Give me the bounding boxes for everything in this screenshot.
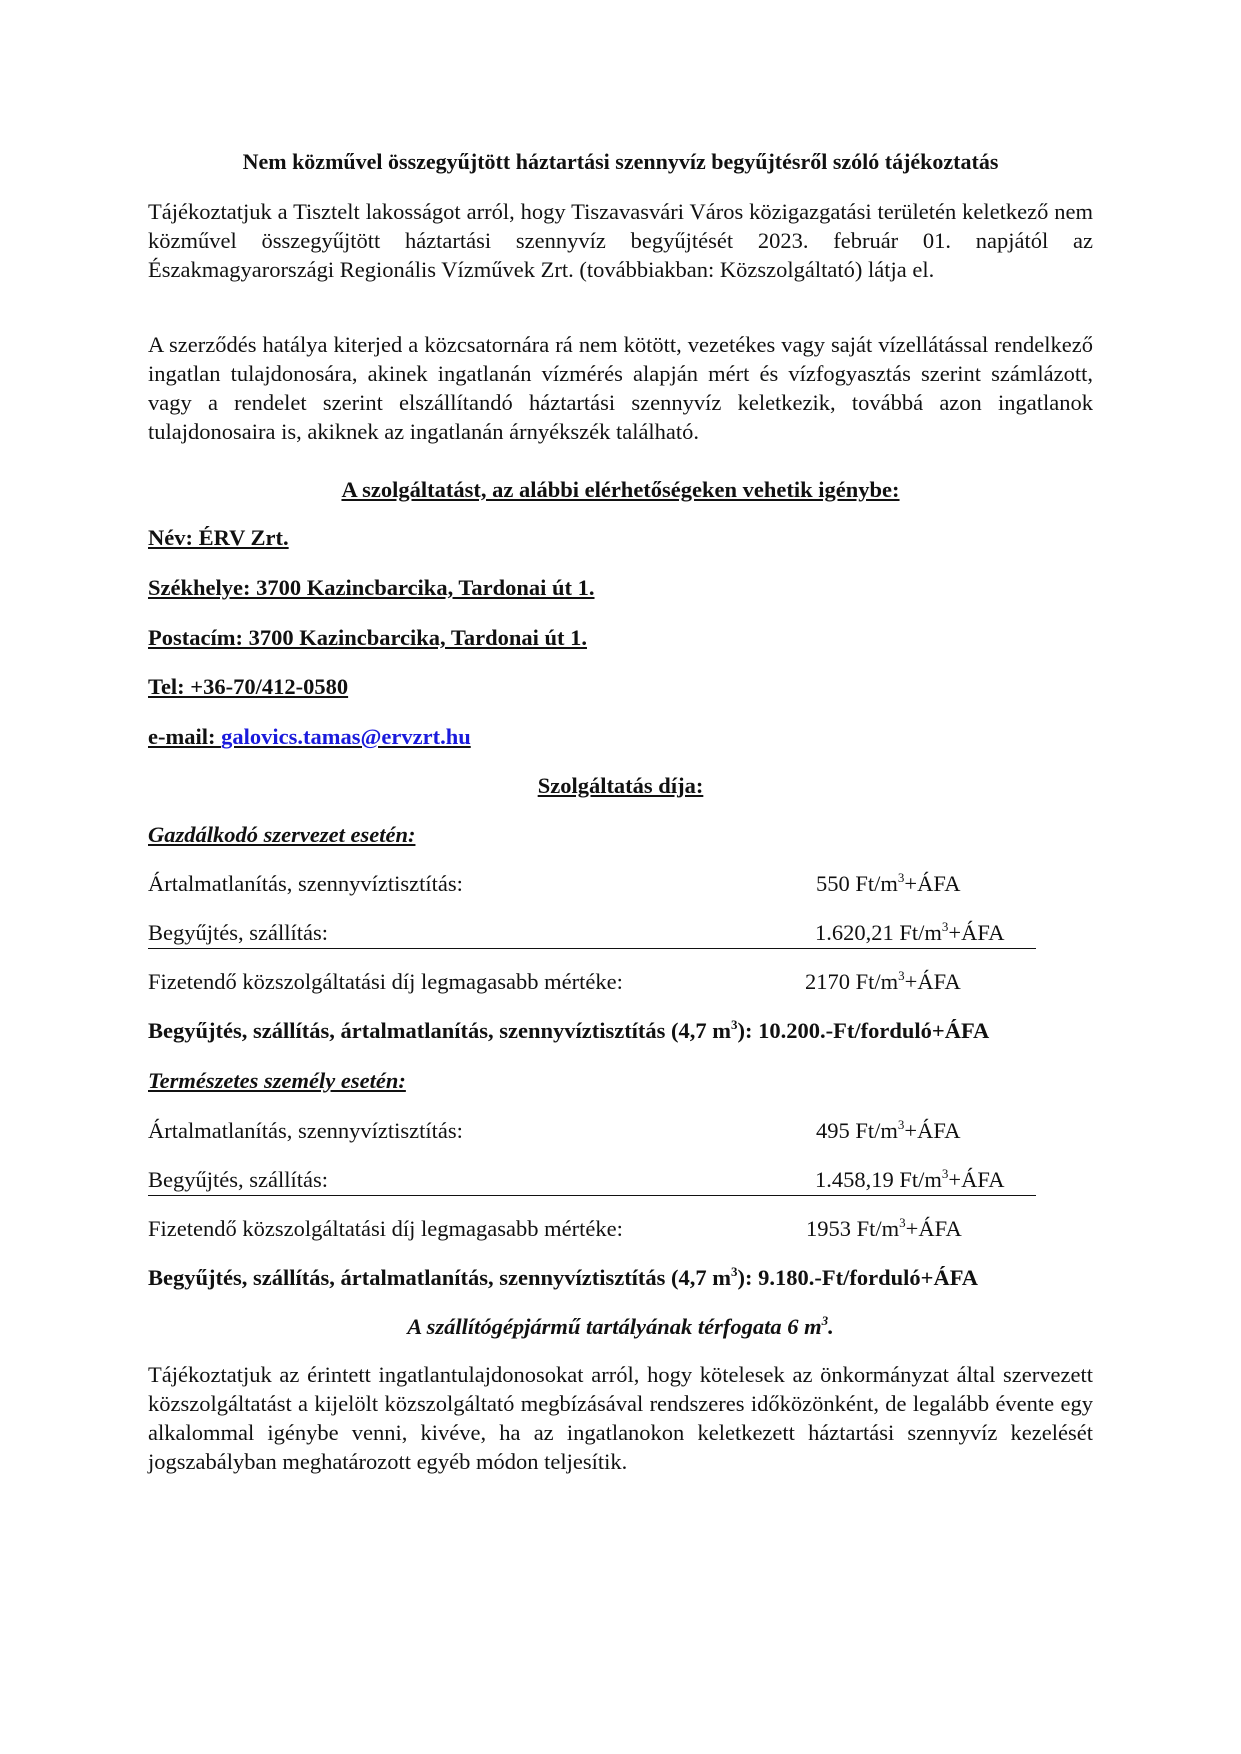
fee-row-value: 1953 $Ft/m^3+ÁFA$: [806, 1215, 962, 1241]
contact-postal: Postacím: 3700 Kazincbarcika, Tardonai út 1.: [148, 625, 587, 650]
closing-paragraph: Tájékoztatjuk az érintett ingatlantulajdonosokat arról, hogy kötelesek az önkormányzat által szervezett közszolgáltatást a kijelölt közszolgáltató megbízásával rendszeres időközönként, de legalább évente egy alkalommal igénybe venni, kivéve, ha az ingatlanokon keletkezett háztartási szennyvíz kezelését jogszabályban meghatározott egyéb módon teljesítik.: [148, 1362, 1093, 1474]
fee-row-value: 1.620,21 $Ft/m^3+ÁFA$: [815, 919, 1005, 945]
service-heading: A szolgáltatást, az alábbi elérhetőségeken vehetik igénybe:: [341, 477, 900, 502]
fee-row-value: 495 $Ft/m^3+ÁFA$: [816, 1117, 961, 1143]
tank-volume-note: A szállítógépjármű tartályának térfogata 6 $m^3$.: [407, 1313, 834, 1339]
fee-row-label: Ártalmatlanítás, szennyvíztisztítás:: [148, 871, 463, 896]
fee-row: [148, 1214, 1038, 1244]
scope-paragraph: A szerződés hatálya kiterjed a közcsatornára rá nem kötött, vezetékes vagy saját vízellátással rendelkező ingatlan tulajdonosára, akinek ingatlanán vízmérés alapján mért és vízfogyasztás szerint számlázott, vagy a rendelet szerint elszállítandó háztartási szennyvíz keletkezik, továbbá azon ingatlanok tulajdonosaira is, akiknek az ingatlanán árnyékszék található.: [148, 332, 1093, 444]
fee-row-label: Begyűjtés, szállítás:: [148, 1167, 328, 1192]
fee-row: [148, 869, 1038, 899]
private-section-label: Természetes személy esetén:: [148, 1068, 406, 1093]
business-total: Begyűjtés, szállítás, ártalmatlanítás, szennyvíztisztítás (4,7 $m^3$): 10.200.-Ft/forduló+ÁFA: [148, 1017, 990, 1043]
fee-row-label: Ártalmatlanítás, szennyvíztisztítás:: [148, 1118, 463, 1143]
fee-row-value: 1.458,19 $Ft/m^3+ÁFA$: [815, 1166, 1005, 1192]
private-total: Begyűjtés, szállítás, ártalmatlanítás, szennyvíztisztítás (4,7 $m^3$): 9.180.-Ft/forduló+ÁFA: [148, 1264, 979, 1290]
fee-row: [148, 967, 1038, 997]
fee-row: [148, 1116, 1038, 1146]
document-title: Nem közművel összegyűjtött háztartási szennyvíz begyűjtésről szóló tájékoztatás: [242, 149, 999, 174]
fee-row-label: Fizetendő közszolgáltatási díj legmagasabb mértéke:: [148, 1216, 623, 1241]
contact-seat: Székhelye: 3700 Kazincbarcika, Tardonai út 1.: [148, 575, 595, 600]
intro-paragraph: Tájékoztatjuk a Tisztelt lakosságot arról, hogy Tiszavasvári Város közigazgatási területén keletkező nem közművel összegyűjtött háztartási szennyvíz begyűjtését 2023. február 01. napjától az Északmagyarországi Regionális Vízművek Zrt. (továbbiakban: Közszolgáltató) látja el.: [148, 199, 1093, 282]
fee-row-label: Fizetendő közszolgáltatási díj legmagasabb mértéke:: [148, 969, 623, 994]
fee-row: [148, 1165, 1036, 1196]
fee-row: [148, 918, 1036, 949]
fee-heading: Szolgáltatás díja:: [537, 773, 704, 798]
fee-row-value: 2170 $Ft/m^3+ÁFA$: [805, 968, 961, 994]
fee-row-label: Begyűjtés, szállítás:: [148, 920, 328, 945]
contact-name: Név: ÉRV Zrt.: [148, 525, 289, 550]
contact-email-line: [148, 722, 471, 751]
fee-row-value: 550 $Ft/m^3+ÁFA$: [816, 870, 961, 896]
business-section-label: Gazdálkodó szervezet esetén:: [148, 822, 416, 847]
contact-email-label: e-mail:: [148, 724, 222, 749]
contact-phone: Tel: +36-70/412-0580: [148, 674, 349, 699]
contact-email-link[interactable]: galovics.tamas@ervzrt.hu: [221, 724, 471, 749]
